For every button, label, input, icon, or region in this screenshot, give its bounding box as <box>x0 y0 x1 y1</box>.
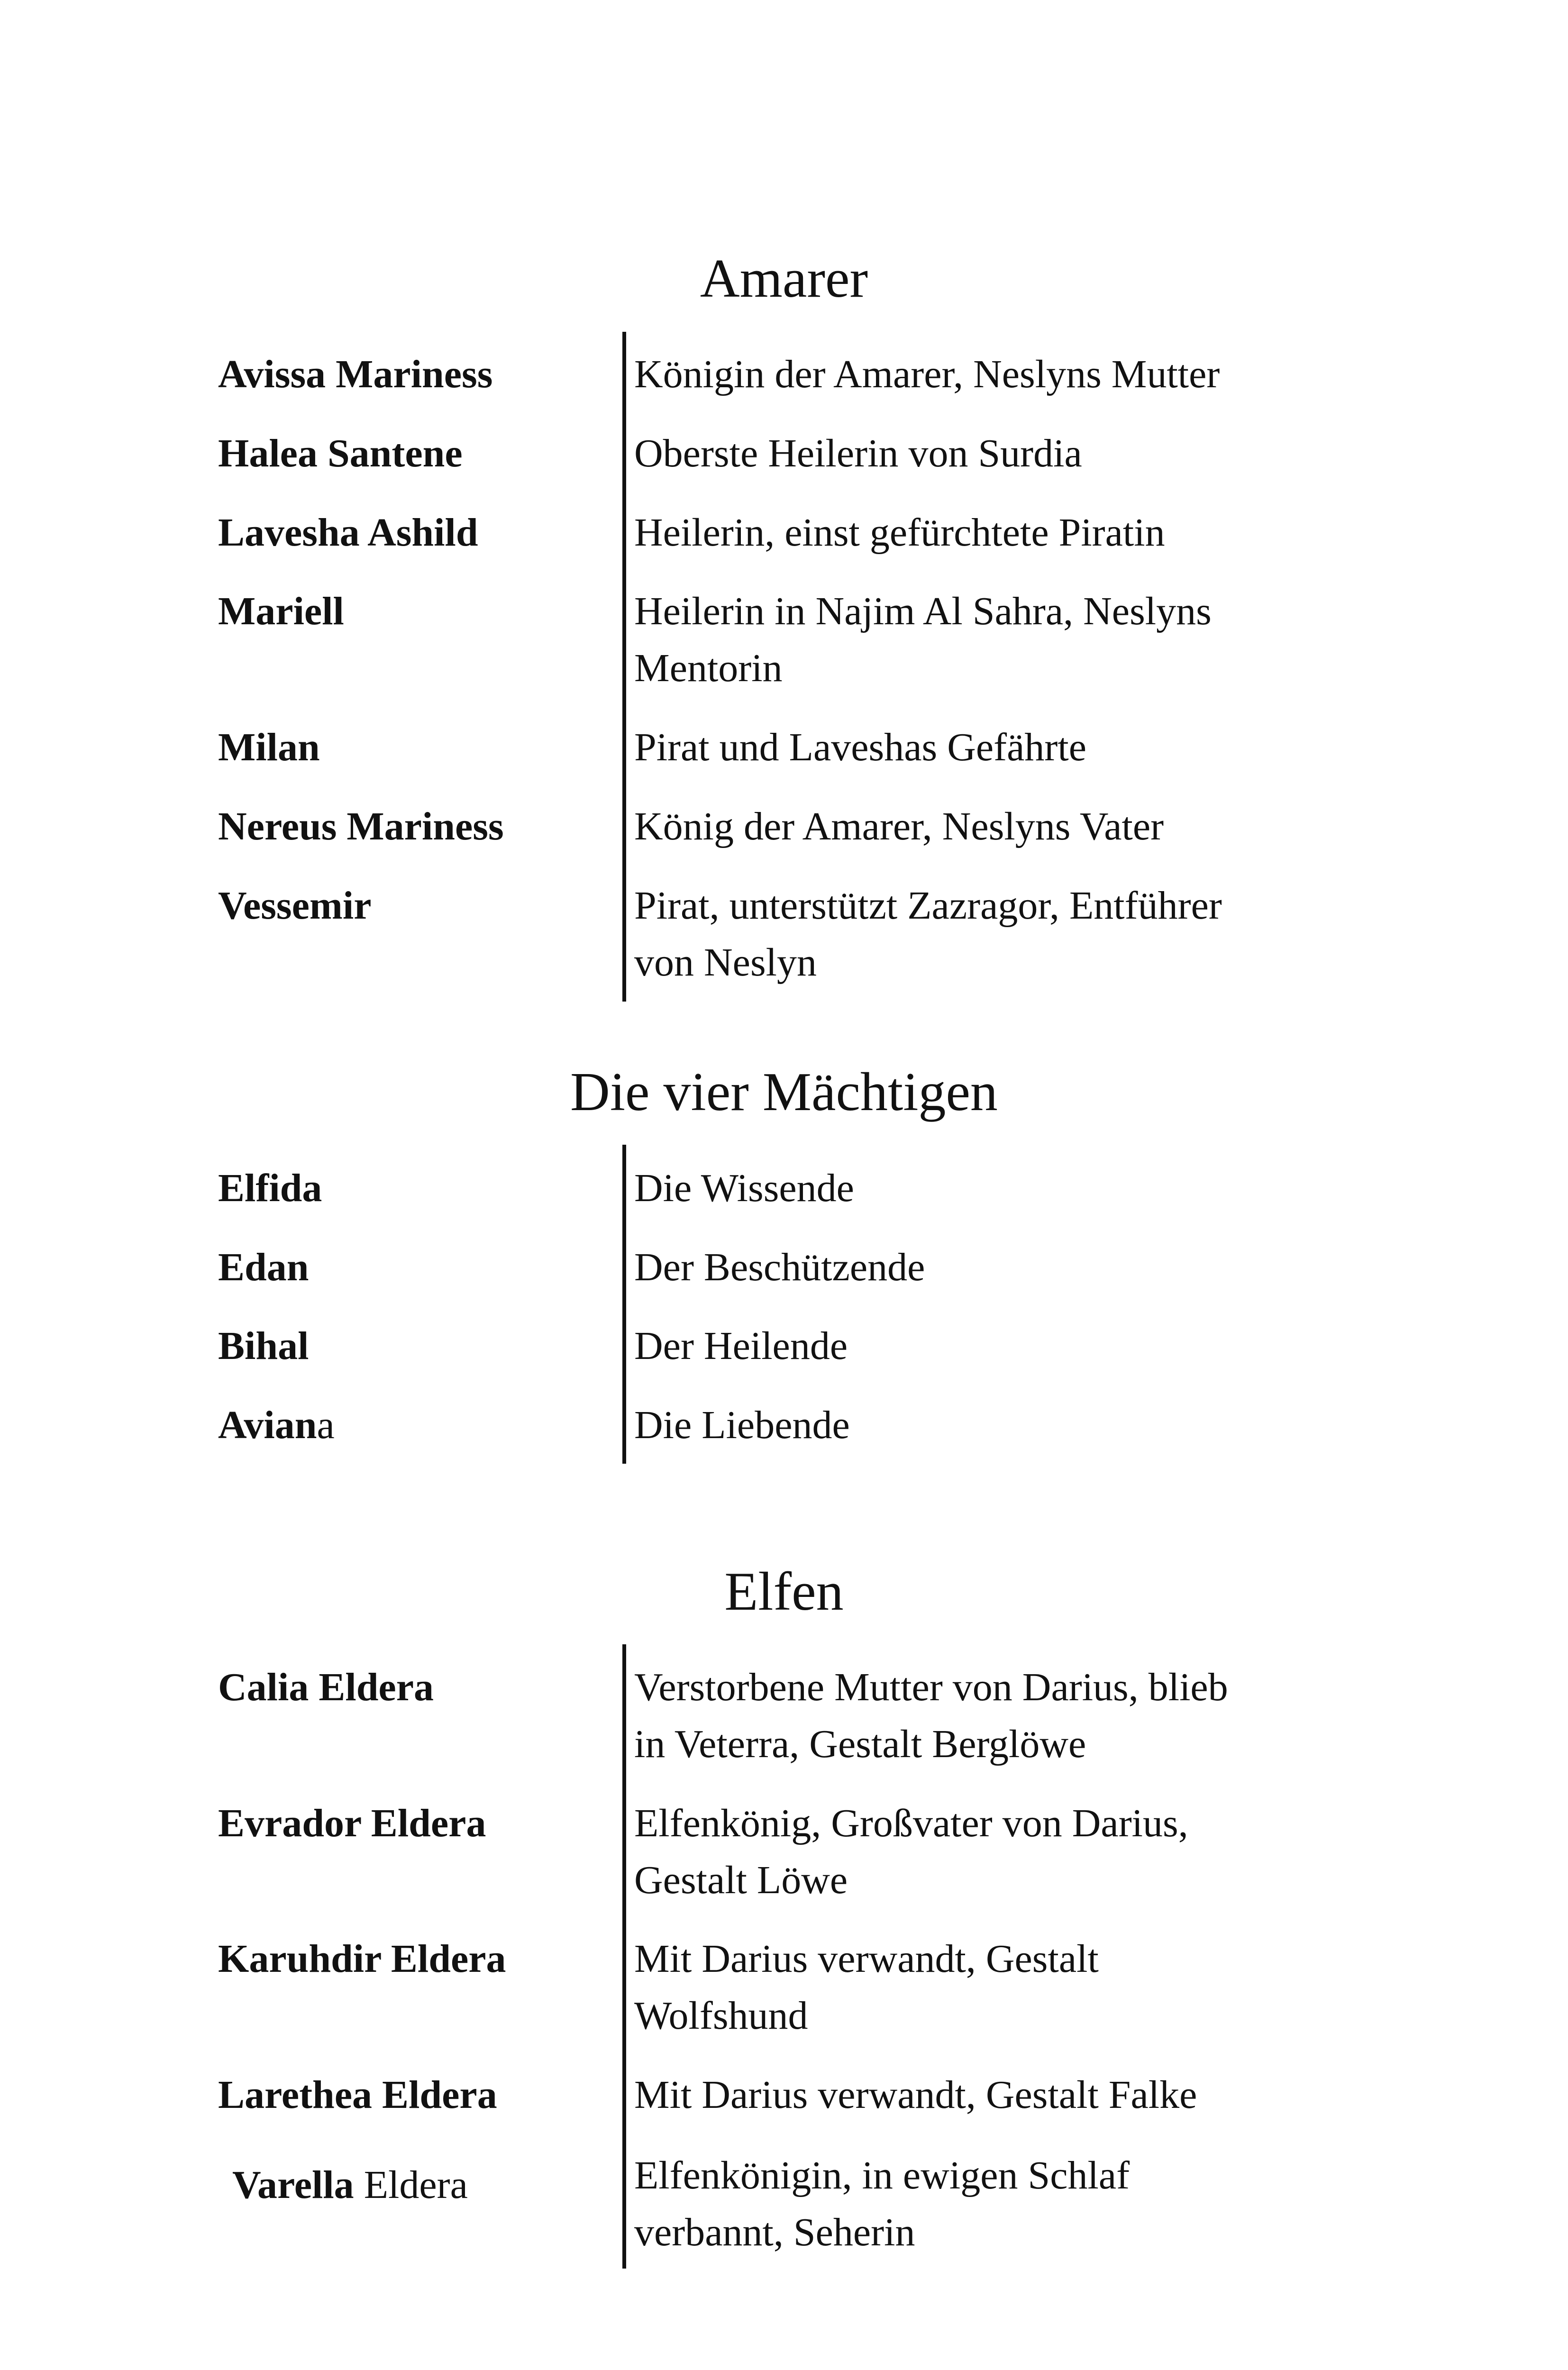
section-title-amarer: Amarer <box>700 248 868 309</box>
character-description: Oberste Heilerin von Surdia <box>634 431 1082 475</box>
character-name: Aviana <box>218 1403 335 1447</box>
character-name: Elfida <box>218 1166 322 1210</box>
character-description: König der Amarer, Neslyns Vater <box>634 804 1164 848</box>
character-description: Elfenkönigin, in ewigen Schlaf verbannt, Seherin <box>634 2153 1130 2254</box>
character-name: Halea Santene <box>218 431 463 475</box>
section-divider-die-vier-maechtigen <box>622 1145 626 1464</box>
character-name: Bihal <box>218 1324 309 1368</box>
character-name: Lavesha Ashild <box>218 510 478 555</box>
character-name: Evrador Eldera <box>218 1801 486 1845</box>
character-description: Pirat und Laveshas Gefährte <box>634 725 1086 769</box>
character-name: Varella Eldera <box>232 2163 468 2207</box>
character-description: Die Liebende <box>634 1403 850 1447</box>
section-divider-elfen <box>622 1644 626 2269</box>
character-description: Mit Darius verwandt, Gestalt Falke <box>634 2073 1197 2117</box>
character-name: Vessemir <box>218 884 372 928</box>
character-name: Milan <box>218 725 320 769</box>
character-description: Elfenkönig, Großvater von Darius, Gestalt Löwe <box>634 1801 1188 1902</box>
character-name: Edan <box>218 1245 309 1289</box>
character-name: Avissa Mariness <box>218 352 493 396</box>
character-name: Mariell <box>218 589 344 633</box>
character-description: Die Wissende <box>634 1166 854 1210</box>
character-name: Nereus Mariness <box>218 804 504 848</box>
section-title-elfen: Elfen <box>724 1561 844 1622</box>
character-description: Pirat, unterstützt Zazragor, Entführer von Neslyn <box>634 884 1222 984</box>
character-name: Larethea Eldera <box>218 2073 497 2117</box>
character-description: Heilerin in Najim Al Sahra, Neslyns Mentorin <box>634 589 1212 690</box>
character-name: Karuhdir Eldera <box>218 1937 506 1981</box>
section-title-die-vier-maechtigen: Die vier Mächtigen <box>570 1062 998 1122</box>
character-description: Mit Darius verwandt, Gestalt Wolfshund <box>634 1937 1099 2038</box>
section-divider-amarer <box>622 332 626 1002</box>
character-name: Calia Eldera <box>218 1665 434 1709</box>
character-description: Der Beschützende <box>634 1245 925 1289</box>
character-description: Heilerin, einst gefürchtete Piratin <box>634 510 1165 555</box>
character-description: Verstorbene Mutter von Darius, blieb in Veterra, Gestalt Berglöwe <box>634 1665 1228 1766</box>
character-description: Königin der Amarer, Neslyns Mutter <box>634 352 1220 396</box>
character-description: Der Heilende <box>634 1324 848 1368</box>
